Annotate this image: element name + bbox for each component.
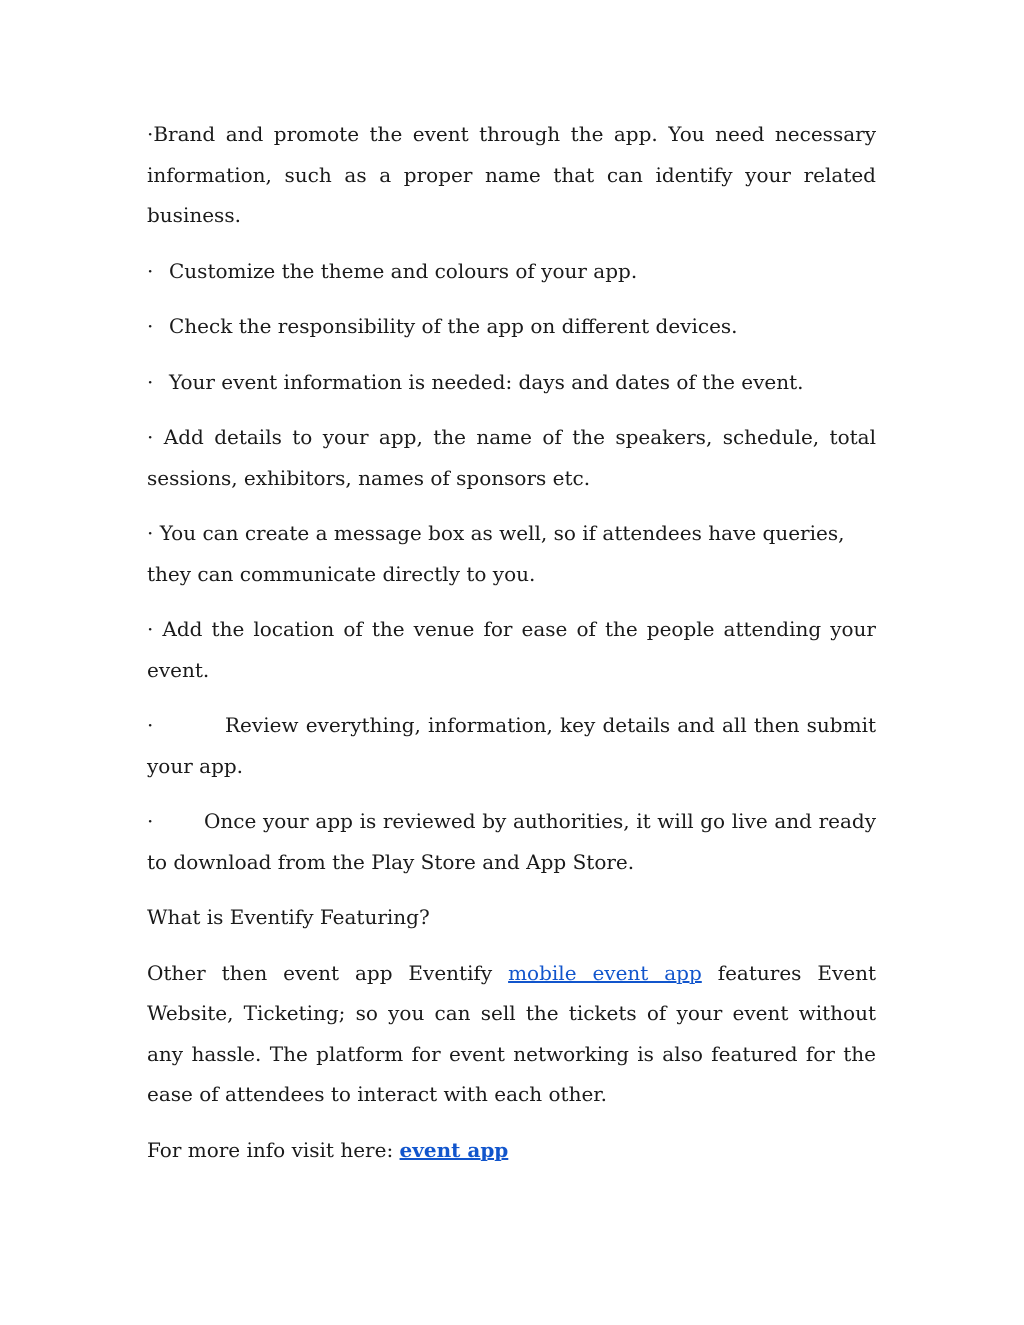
bullet-dot: · bbox=[147, 809, 154, 833]
bullet-dot: · bbox=[147, 258, 154, 283]
section-heading bbox=[147, 897, 876, 938]
document-page bbox=[147, 114, 876, 1185]
bullet-event-information bbox=[147, 362, 876, 403]
bullet-app-reviewed bbox=[147, 801, 876, 882]
bullet-text: Customize the theme and colours of your app. bbox=[169, 258, 638, 283]
bullet-text: Review everything, information, key details and all then submit your app. bbox=[147, 713, 876, 778]
bullet-dot: · bbox=[147, 314, 154, 338]
event-app-link[interactable]: event app bbox=[399, 1137, 509, 1162]
paragraph-more-info bbox=[147, 1130, 876, 1171]
bullet-text: · You can create a message box as well, so if attendees have queries, they can communicate directly to you. bbox=[147, 521, 845, 586]
paragraph-text-after: features Event Website, Ticketing; so you can sell the tickets of your event without any hassle. The platform for event networking is also featured for the ease of attendees to interact with each other. bbox=[147, 960, 876, 1106]
paragraph-brand-promote bbox=[147, 114, 876, 236]
paragraph-text: ·Brand and promote the event through the app. You need necessary information, such as a proper name that can identify your related business. bbox=[147, 122, 876, 227]
bullet-text: Your event information is needed: days and dates of the event. bbox=[169, 369, 804, 394]
bullet-customize-theme bbox=[147, 251, 876, 292]
paragraph-text-before: Other then event app Eventify bbox=[147, 960, 509, 985]
bullet-dot: · bbox=[147, 713, 154, 737]
mobile-event-app-link[interactable]: mobile event app bbox=[508, 960, 702, 985]
bullet-text: Once your app is reviewed by authorities, it will go live and ready to download from the Play Store and App Store. bbox=[147, 809, 876, 874]
bullet-text: · Add the location of the venue for ease of the people attending your event. bbox=[147, 617, 876, 682]
bullet-review-everything bbox=[147, 705, 876, 786]
bullet-dot: · bbox=[147, 369, 154, 394]
bullet-add-details bbox=[147, 417, 876, 498]
bullet-check-responsibility bbox=[147, 306, 876, 347]
paragraph-text-before: For more info visit here: bbox=[147, 1137, 400, 1162]
bullet-add-location bbox=[147, 609, 876, 690]
heading-text: What is Eventify Featuring? bbox=[147, 905, 430, 929]
bullet-message-box bbox=[147, 513, 876, 594]
paragraph-features bbox=[147, 953, 876, 1115]
bullet-text: Check the responsibility of the app on different devices. bbox=[169, 314, 738, 338]
bullet-text: · Add details to your app, the name of the speakers, schedule, total sessions, exhibitors, names of sponsors etc. bbox=[147, 425, 876, 490]
